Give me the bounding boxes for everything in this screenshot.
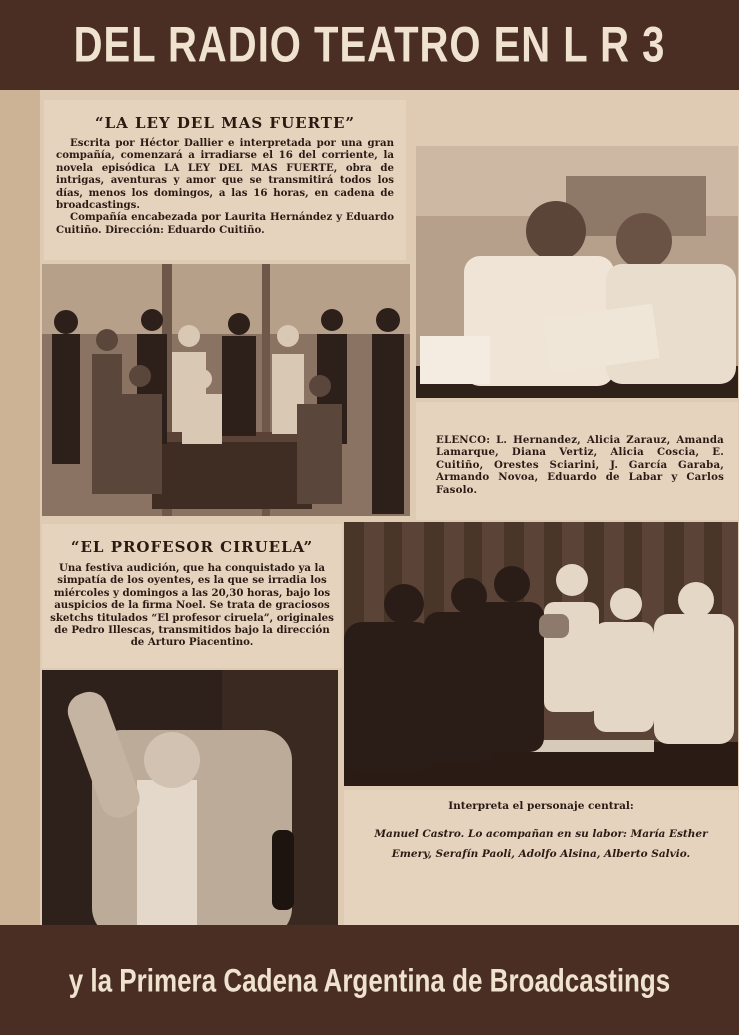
duo-script-photo — [416, 146, 738, 398]
ley-text-panel — [44, 100, 406, 260]
actor-pose-photo — [42, 670, 338, 938]
cast-list: ELENCO: L. Hernandez, Alicia Zarauz, Amanda Lamarque, Diana Vertiz, Alicia Coscia, E. Cuitiño, Orestes Sciarini, J. García Garaba, Armando Novoa, Eduardo de Labar y Carlos Fasolo. — [436, 434, 724, 496]
ley-company: Compañía encabezada por Laurita Hernández y Eduardo Cuitiño. Dirección: Eduardo Cuitiño. — [56, 211, 394, 236]
header-banner — [0, 0, 739, 101]
left-margin-strip — [0, 90, 40, 936]
ciruela-title: “EL PROFESOR CIRUELA” — [70, 538, 314, 556]
cast-group-photo — [42, 264, 410, 516]
ciruela-caption-panel — [344, 790, 738, 936]
caption-cast: Manuel Castro. Lo acompañan en su labor: María Esther Emery, Serafín Paoli, Adolfo Alsina, Alberto Salvio. — [374, 828, 708, 860]
caption-lead: Interpreta el personaje central: — [448, 800, 634, 812]
ciruela-paragraph: Una festiva audición, que ha conquistado ya la simpatía de los oyentes, es la que se irradia los miércoles y domingos a las 20,30 horas, bajo los auspicios de la firma Noel. Se trata de graciosos sketchs titulados “El profesor ciruela”, originales de Pedro Illescas, transmitidos bajo la dirección de Arturo Piacentino. — [50, 562, 334, 649]
ley-paragraph: Escrita por Héctor Dallier e interpretada por una gran compañía, comenzará a irradiarse el 16 del corriente, la novela episódica LA LEY DEL MAS FUERTE, obra de intrigas, aventuras y amor que se transmitirá todos los días, menos los domingos, a las 16 horas, en cadena de broadcastings. — [56, 137, 394, 212]
footer-banner — [0, 925, 739, 1035]
microphone-group-photo — [344, 522, 738, 786]
page-title: DEL RADIO TEATRO EN L R 3 — [73, 16, 666, 72]
ciruela-text-panel — [42, 524, 342, 668]
cast-panel — [416, 402, 738, 520]
ley-title: “LA LEY DEL MAS FUERTE” — [94, 114, 356, 132]
footer-title: y la Primera Cadena Argentina de Broadcastings — [68, 960, 671, 999]
